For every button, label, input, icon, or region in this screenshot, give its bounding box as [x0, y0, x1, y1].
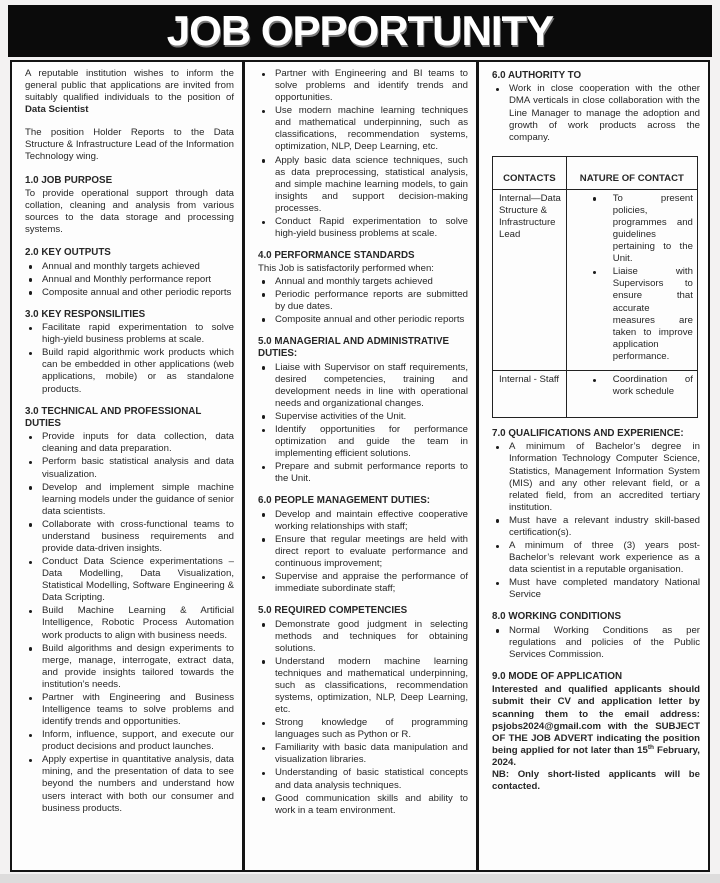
list-item: Apply expertise in quantitative analysis, data mining, and the presentation of data to see beyond the numbers and understand how users interact with both our consumer and business products. [25, 754, 234, 814]
section-heading: 1.0 JOB PURPOSE [25, 174, 113, 186]
bullet-list [573, 193, 693, 363]
bullet-list [492, 441, 700, 601]
contact-cell: Internal—Data Structure & Infrastructure Lead [493, 189, 567, 370]
list-item: Strong knowledge of programming languages such as Python or R. [258, 717, 468, 741]
bold-paragraph: NB: Only short-listed applicants will be contacted. [492, 768, 700, 792]
table-header: NATURE OF CONTACT [566, 156, 697, 189]
section-heading: 7.0 QUALIFICATIONS AND EXPERIENCE: [492, 428, 684, 440]
list-item: To present policies, programmes and guidelines pertaining to the Unit. [587, 193, 693, 265]
list-item: Identify opportunities for performance optimization and guide the team in implementing efficient solutions. [258, 424, 468, 460]
table-row [493, 370, 698, 417]
paragraph: The position Holder Reports to the Data Structure & Infrastructure Lead of the Information Technology wing. [25, 127, 234, 163]
list-item: Periodic performance reports are submitted by due dates. [258, 289, 468, 313]
list-item: A minimum of Bachelor’s degree in Information Technology Computer Science, Statistics, Management Information System (MIS) and any other relevant field, or a related field, from an accredited tertiary institution. [492, 441, 700, 513]
list-item: Good communication skills and ability to work in a team environment. [258, 793, 468, 817]
list-item: Annual and monthly targets achieved [258, 276, 468, 288]
section-heading: 5.0 MANAGERIAL AND ADMINISTRATIVE DUTIES: [258, 335, 450, 360]
section-heading: 6.0 PEOPLE MANAGEMENT DUTIES: [258, 495, 431, 507]
list-item: Supervise and appraise the performance of immediate subordinate staff; [258, 571, 468, 595]
section-heading: 3.0 KEY RESPONSILITIES [25, 308, 146, 320]
column-1 [12, 62, 242, 870]
list-item: Build Machine Learning & Artificial Intelligence, Robotic Process Automation work products to align with business needs. [25, 605, 234, 641]
list-item: A minimum of three (3) years post-Bachelor’s relevant work experience as a data scientist in a reputable organisation. [492, 540, 700, 576]
table-header-row [493, 156, 698, 189]
paragraph: This Job is satisfactorily performed when: [258, 263, 434, 275]
bullet-list [492, 625, 700, 661]
paragraph: To provide operational support through data collation, cleaning and analysis from various sources to the data storage and processing systems. [25, 187, 234, 236]
list-item: Demonstrate good judgment in selecting methods and techniques for obtaining solutions. [258, 619, 468, 655]
section-heading: 9.0 MODE OF APPLICATION [492, 671, 623, 682]
section-heading: 4.0 PERFORMANCE STANDARDS [258, 250, 415, 262]
list-item: Conduct Data Science experimentations – Data Modelling, Data Visualization, Statistical Modelling, Software Engineering & Data Scripting. [25, 556, 234, 604]
column-2 [242, 62, 479, 870]
bullet-list [258, 619, 468, 817]
list-item: Must have completed mandatory National Service [492, 577, 700, 601]
contact-cell: Internal - Staff [493, 370, 567, 417]
list-item: Prepare and submit performance reports to the Unit. [258, 461, 468, 485]
list-item: Build algorithms and design experiments to merge, manage, interrogate, extract data, and provide insights tailored towards the institution’s needs. [25, 643, 234, 691]
page-bottom-margin [0, 874, 720, 883]
list-item: Annual and monthly targets achieved [25, 261, 234, 273]
section-heading: 2.0 KEY OUTPUTS [25, 247, 111, 259]
column-3 [479, 62, 708, 870]
bold-paragraph: Interested and qualified applicants should submit their CV and application letter by scanning them to the email address: psjobs2024@gmail.com with the SUBJECT OF THE JOB ADVERT indicating the position being applied for not later than 15th February, 2024. [492, 684, 700, 768]
list-item: Conduct Rapid experimentation to solve high-yield business problems at scale. [258, 216, 468, 240]
bullet-list [25, 261, 234, 299]
bold-text: Data Scientist [25, 104, 89, 116]
list-item: Use modern machine learning techniques and mathematical underpinning, such as classifications, recommendation systems, optimization, NLP, Deep Learning, etc. [258, 105, 468, 153]
section-heading: 3.0 TECHNICAL AND PROFESSIONAL DUTIES [25, 405, 202, 429]
bullet-list [573, 374, 693, 398]
list-item: Liaise with Supervisor on staff requirements, desired competencies, training and development needs in line with operational needs and organizational changes. [258, 362, 468, 410]
bullet-list [25, 431, 234, 814]
list-item: Build rapid algorithmic work products which can be embedded in other applications (web applications, mobile) or as standalone products. [25, 347, 234, 395]
contacts-table [492, 156, 698, 418]
bullet-list [258, 362, 468, 486]
list-item: Supervise activities of the Unit. [258, 411, 468, 423]
list-item: Facilitate rapid experimentation to solve high-yield business problems at scale. [25, 322, 234, 346]
list-item: Understand modern machine learning techniques and mathematical underpinning, such as classifications, recommendation systems, optimization, NLP, Deep Learning, etc. [258, 656, 468, 716]
bullet-list [258, 68, 468, 240]
page-title: JOB OPPORTUNITY [166, 7, 554, 54]
list-item: Understanding of basic statistical concepts and data analysis techniques. [258, 767, 468, 791]
list-item: Provide inputs for data collection, data cleaning and data preparation. [25, 431, 234, 455]
table-row [493, 189, 698, 370]
bullet-list [258, 276, 468, 326]
section-heading: 5.0 REQUIRED COMPETENCIES [258, 605, 408, 617]
list-item: Perform basic statistical analysis and data visualization. [25, 456, 234, 480]
nature-cell [566, 370, 697, 417]
list-item: Work in close cooperation with the other DMA verticals in close collaboration with the Line Manager to manage the adoption and growth of work products across the company. [492, 83, 700, 143]
paragraph: A reputable institution wishes to inform the general public that applications are invited from suitably qualified individuals to the position of Data Scientist [25, 68, 234, 116]
list-item: Normal Working Conditions as per regulations and policies of the Public Services Commission. [492, 625, 700, 661]
title-banner [8, 5, 712, 57]
list-item: Partner with Engineering and BI teams to solve problems and identify trends and opportunities. [258, 68, 468, 104]
list-item: Partner with Engineering and Business Intelligence teams to solve problems and identify trends and opportunities. [25, 692, 234, 728]
section-heading: 8.0 WORKING CONDITIONS [492, 611, 622, 623]
nature-cell [566, 189, 697, 370]
table-header: CONTACTS [493, 156, 567, 189]
bullet-list [492, 83, 700, 143]
list-item: Apply basic data science techniques, such as data preprocessing, statistical analysis, and simple machine learning models, to gain insights and support decision-making processes. [258, 155, 468, 215]
list-item: Composite annual and other periodic reports [258, 314, 468, 326]
list-item: Liaise with Supervisors to ensure that accurate measures are taken to improve application performance. [587, 266, 693, 363]
content-area [10, 60, 710, 872]
bullet-list [25, 322, 234, 395]
list-item: Collaborate with cross-functional teams to understand business requirements and provide data-driven insights. [25, 519, 234, 555]
list-item: Annual and Monthly performance report [25, 274, 234, 286]
list-item: Develop and maintain effective cooperative working relationships with staff; [258, 509, 468, 533]
list-item: Inform, influence, support, and execute our product decisions and product launches. [25, 729, 234, 753]
list-item: Coordination of work schedule [587, 374, 693, 398]
list-item: Must have a relevant industry skill-based certification(s). [492, 515, 700, 539]
list-item: Composite annual and other periodic reports [25, 287, 234, 299]
list-item: Develop and implement simple machine learning models under the guidance of senior data scientists. [25, 482, 234, 518]
bullet-list [258, 509, 468, 596]
list-item: Ensure that regular meetings are held with direct report to evaluate performance and continuous improvement; [258, 534, 468, 570]
section-heading: 6.0 AUTHORITY TO [492, 70, 582, 81]
list-item: Familiarity with basic data manipulation and visualization libraries. [258, 742, 468, 766]
